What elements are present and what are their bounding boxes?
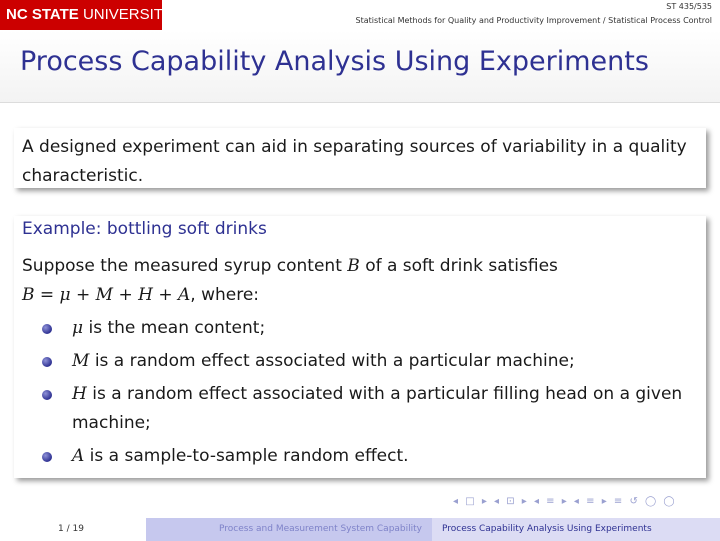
list-item: M is a random effect associated with a particular machine; [40, 347, 700, 376]
bullet-icon [42, 452, 52, 462]
equation: B = μ + M + H + A [22, 285, 191, 305]
footer [0, 518, 720, 541]
slide-title: Process Capability Analysis Using Experiments [20, 46, 649, 77]
bullet-icon [42, 357, 52, 367]
course-title: Statistical Methods for Quality and Productivity Improvement / Statistical Process Control [355, 16, 712, 25]
course-number: ST 435/535 [666, 2, 712, 11]
example-heading: Example: bottling soft drinks [22, 219, 267, 239]
list-item: μ is the mean content; [40, 314, 700, 343]
variable-b: B [347, 256, 360, 276]
list-item: A is a sample-to-sample random effect. [40, 442, 700, 471]
bullet-icon [42, 390, 52, 400]
navigation-controls[interactable]: ◂ □ ▸ ◂ ⊡ ▸ ◂ ≡ ▸ ◂ ≡ ▸ ≡ ↺ ◯ ◯ [453, 496, 677, 507]
intro-text: A designed experiment can aid in separating sources of variability in a quality characteristic. [22, 137, 687, 186]
list-item: H is a random effect associated with a particular filling head on a given machine; [40, 380, 700, 438]
bullet-icon [42, 324, 52, 334]
bullet-list [40, 314, 700, 475]
university-logo: NC STATE UNIVERSITY [0, 0, 162, 30]
footer-section[interactable]: Process and Measurement System Capability [146, 518, 432, 541]
header [0, 0, 720, 30]
example-text: Suppose the measured syrup content B of a soft drink satisfies B = μ + M + H + A, where: [22, 256, 558, 305]
page-number: 1 / 19 [0, 518, 146, 541]
footer-subsection[interactable]: Process Capability Analysis Using Experiments [432, 518, 720, 541]
